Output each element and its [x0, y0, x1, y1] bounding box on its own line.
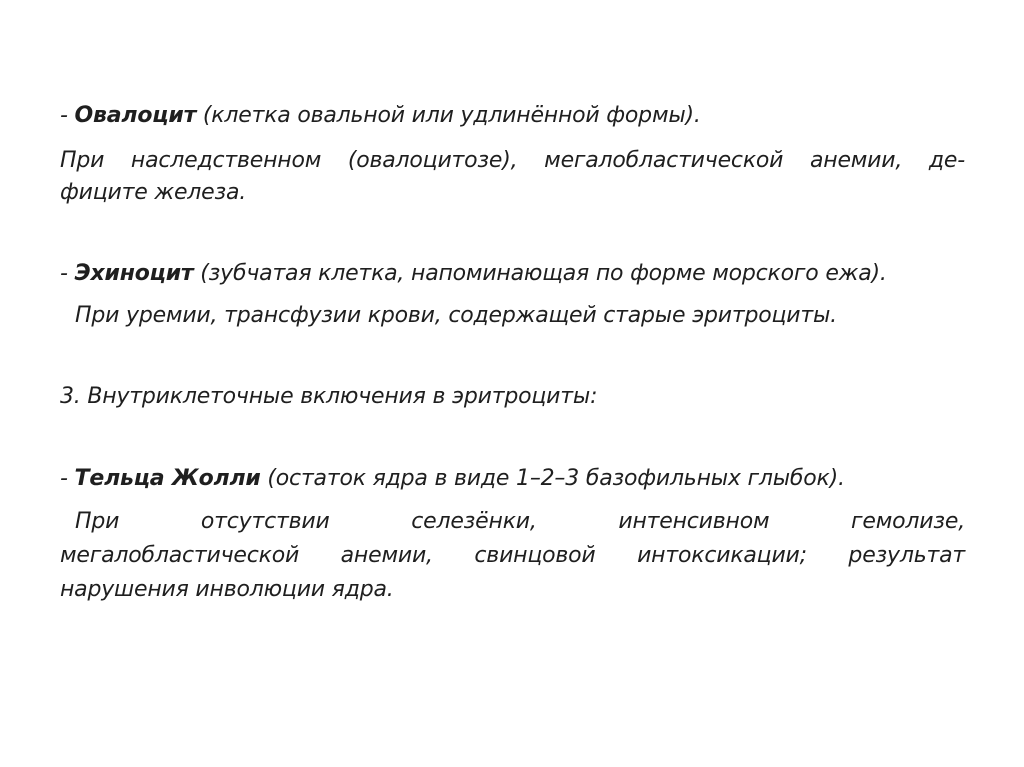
ovalocyte-definition: (клетка овальной или удлинённой формы). — [196, 103, 701, 128]
jolly-definition: (остаток ядра в виде 1–2–3 базофильных глыбок). — [260, 466, 845, 491]
jolly-occurs-line-1: При отсутствии селезёнки, интенсивном гемолизе, — [75, 509, 965, 534]
jolly-occurs-line-3: нарушения инволюции ядра. — [60, 577, 394, 602]
jolly-occurs-line-2: мегалобластической анемии, свинцовой интоксикации; результат — [60, 543, 965, 568]
echinocyte-occurs: При уремии, трансфузии крови, содержащей старые эритроциты. — [75, 303, 837, 328]
ovalocyte-heading — [60, 99, 965, 133]
jolly-term: Тельца Жолли — [74, 466, 261, 491]
jolly-heading — [60, 462, 965, 496]
ovalocyte-occurs-line-1: При наследственном (овалоцитозе), мегалобластической анемии, де- — [60, 148, 965, 173]
ovalocyte-term: Овалоцит — [74, 103, 197, 128]
ovalocyte-prefix: - — [60, 103, 75, 128]
echinocyte-term: Эхиноцит — [74, 261, 194, 286]
section-heading: 3. Внутриклеточные включения в эритроциты: — [60, 384, 598, 409]
ovalocyte-occurs-line-2: фиците железа. — [60, 180, 247, 205]
echinocyte-heading — [60, 257, 965, 291]
echinocyte-definition: (зубчатая клетка, напоминающая по форме морского ежа). — [193, 261, 887, 286]
jolly-prefix: - — [60, 466, 75, 491]
echinocyte-prefix: - — [60, 261, 75, 286]
